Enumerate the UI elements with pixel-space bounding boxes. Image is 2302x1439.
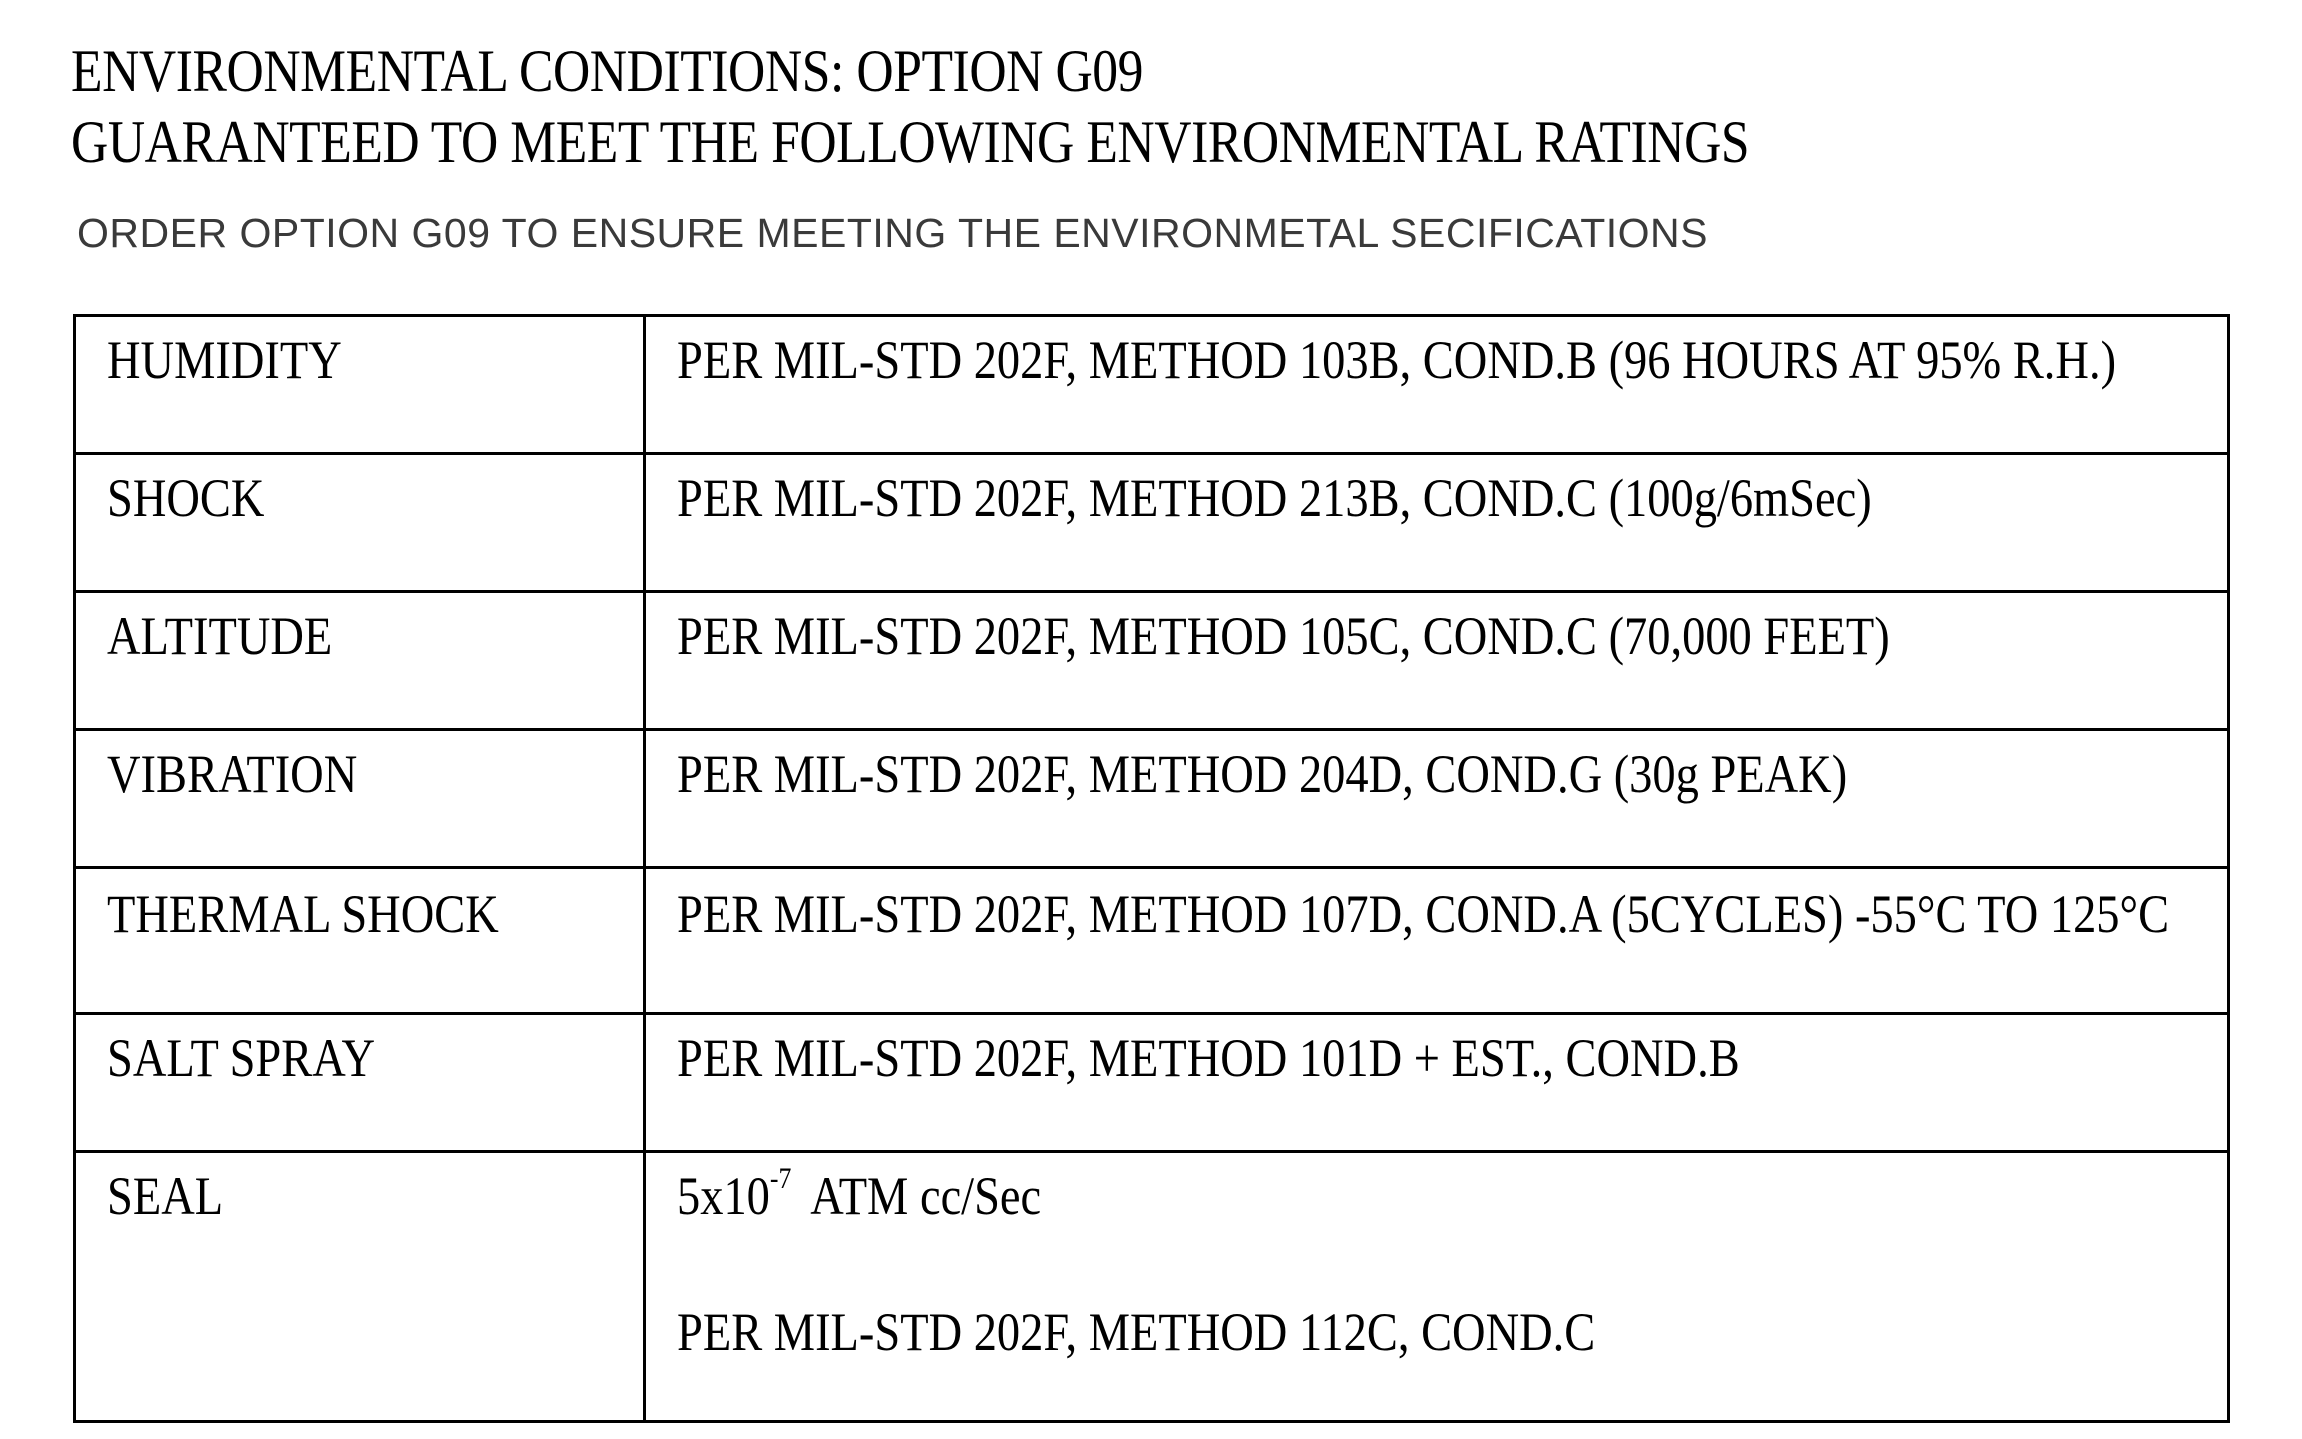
page-title: ENVIRONMENTAL CONDITIONS: OPTION G09 [71, 38, 1144, 104]
row-label-cell [75, 316, 645, 454]
row-label: SALT SPRAY [107, 1028, 376, 1088]
table-row [75, 592, 2229, 730]
seal-rate-exponent: -7 [769, 1162, 792, 1195]
row-label-cell [75, 730, 645, 868]
row-label-cell [75, 868, 645, 1014]
table-row [75, 1014, 2229, 1152]
row-value: PER MIL-STD 202F, METHOD 107D, COND.A (5CYCLES) -55°C TO 125°C [677, 884, 2170, 944]
seal-rate-base: 5x10 [677, 1166, 770, 1226]
seal-value-cell [645, 1152, 2229, 1422]
row-label: THERMAL SHOCK [107, 884, 499, 944]
row-value-cell [645, 316, 2229, 454]
seal-rate-unit: ATM cc/Sec [810, 1166, 1042, 1226]
order-note: ORDER OPTION G09 TO ENSURE MEETING THE ENVIRONMETAL SECIFICATIONS [77, 210, 1708, 256]
row-label-cell [75, 1014, 645, 1152]
row-value: PER MIL-STD 202F, METHOD 103B, COND.B (96 HOURS AT 95% R.H.) [677, 330, 2117, 390]
row-value-cell [645, 868, 2229, 1014]
row-label-cell [75, 592, 645, 730]
row-value: PER MIL-STD 202F, METHOD 101D + EST., COND.B [677, 1028, 1740, 1088]
row-value: PER MIL-STD 202F, METHOD 213B, COND.C (100g/6mSec) [677, 468, 1872, 528]
seal-leak-rate [677, 1162, 2010, 1226]
row-label: VIBRATION [107, 744, 358, 804]
row-value: PER MIL-STD 202F, METHOD 105C, COND.C (70,000 FEET) [677, 606, 1890, 666]
row-value-cell [645, 730, 2229, 868]
environmental-ratings-table [73, 314, 2230, 1423]
row-label: SEAL [107, 1166, 224, 1226]
row-label-cell [75, 1152, 645, 1422]
row-value: PER MIL-STD 202F, METHOD 204D, COND.G (30g PEAK) [677, 744, 1848, 804]
table-row [75, 868, 2229, 1014]
row-label: HUMIDITY [107, 330, 342, 390]
table-row [75, 730, 2229, 868]
page-subtitle: GUARANTEED TO MEET THE FOLLOWING ENVIRONMENTAL RATINGS [71, 109, 1750, 175]
row-value-cell [645, 592, 2229, 730]
row-label: ALTITUDE [107, 606, 333, 666]
row-label-cell [75, 454, 645, 592]
table-row-seal [75, 1152, 2229, 1422]
table-row [75, 316, 2229, 454]
row-value-cell [645, 454, 2229, 592]
table-row [75, 454, 2229, 592]
row-label: SHOCK [107, 468, 265, 528]
row-value-cell [645, 1014, 2229, 1152]
seal-method: PER MIL-STD 202F, METHOD 112C, COND.C [677, 1302, 1596, 1362]
